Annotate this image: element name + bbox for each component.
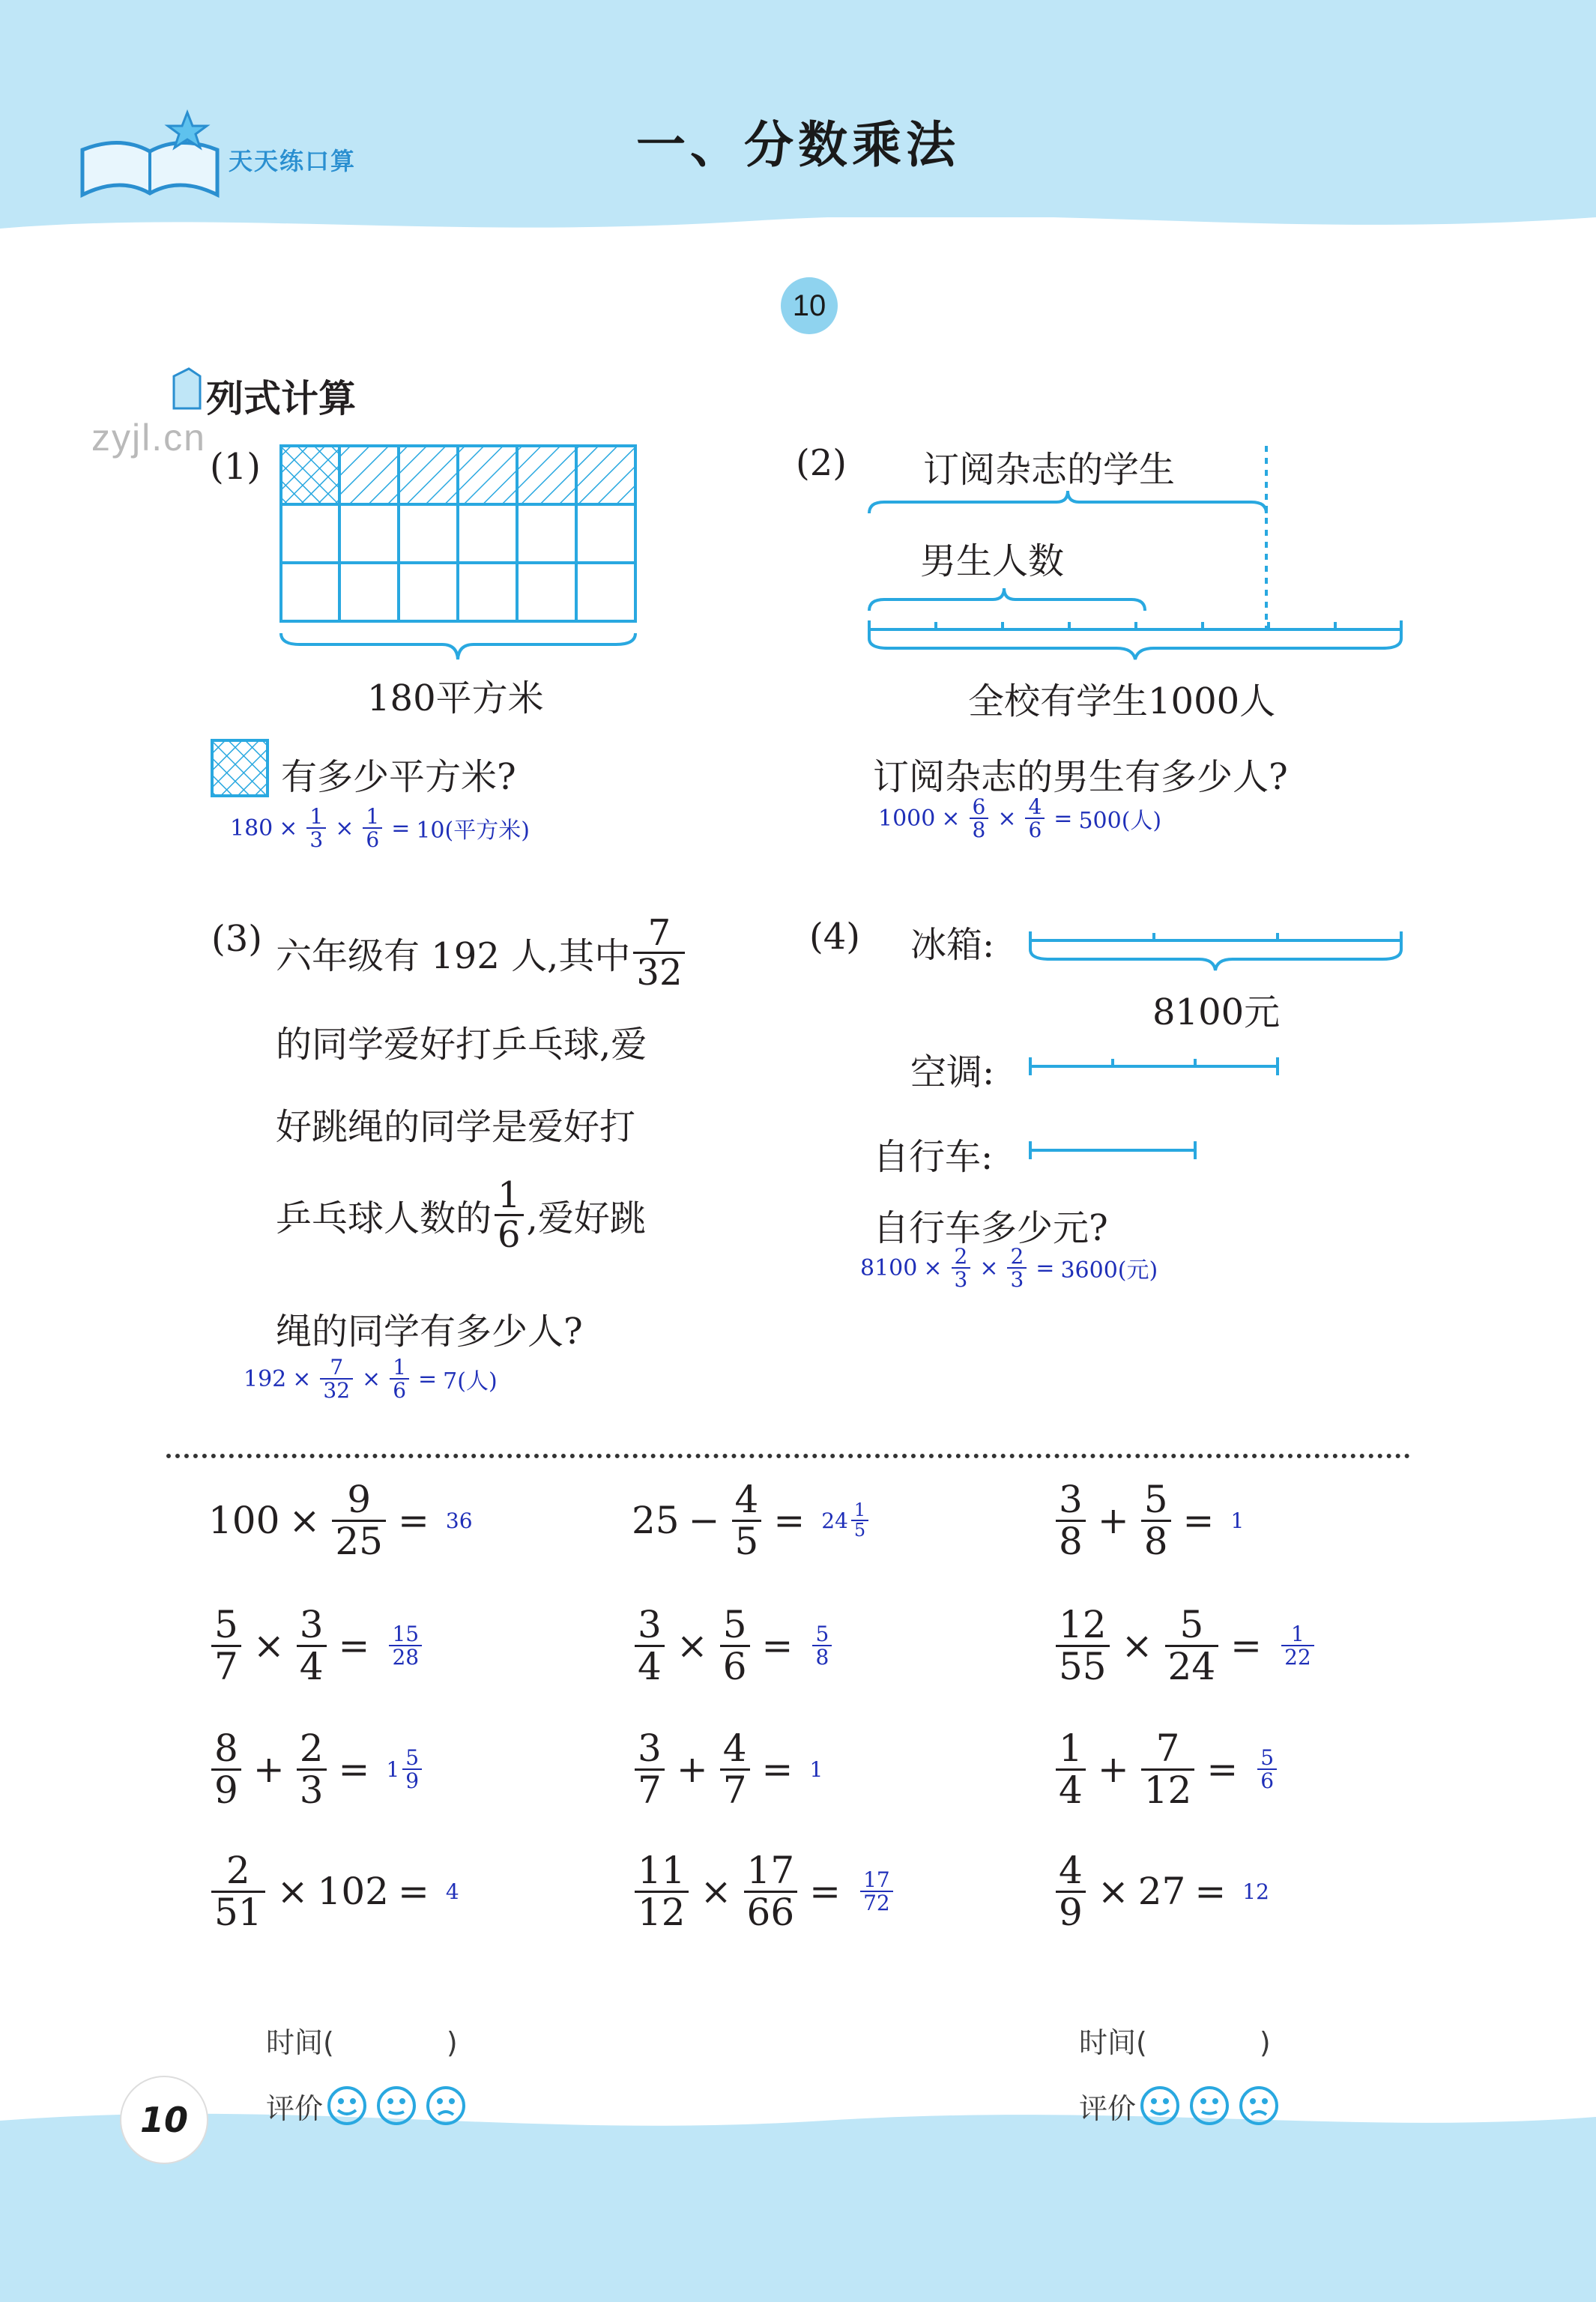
q4-fridge-total: 8100元 [1152, 991, 1281, 1033]
q4-bar-diagram [1027, 922, 1409, 1176]
q1-hatched-square-icon [210, 738, 270, 798]
q1-caption: 180平方米 [367, 677, 544, 719]
q2-answer: 1000 × $\frac{6}{8}$ × $\frac{4}{6}$ = 500(人) [878, 794, 1162, 843]
q3-line1: 六年级有 192 人,其中 $\frac{7}{32}$ [276, 914, 688, 992]
q2-line-diagram [862, 442, 1409, 667]
q3-line5: 绳的同学有多少人? [276, 1311, 583, 1353]
q3-line2: 的同学爱好打乒乓球,爱 [276, 1024, 647, 1066]
q1-label: (1) [210, 446, 261, 488]
page-badge: 10 [781, 277, 838, 334]
q4-bike-label: 自行车: [873, 1136, 994, 1178]
q2-label: (2) [796, 442, 847, 484]
oral-r3c1: $\frac{8}{9}$ + $\frac{2}{3}$ = 1 $\frac{5}{9}$ [208, 1729, 425, 1810]
pencil-icon [166, 367, 204, 412]
page-title: 一、分数乘法 [636, 116, 960, 174]
oral-r4c3: $\frac{4}{9}$ × 27 = 12 [1053, 1851, 1269, 1932]
oral-r4c1: $\frac{2}{51}$ × 102 = 4 [208, 1851, 459, 1932]
footer-wave [0, 2098, 1596, 2143]
oral-r2c1: $\frac{5}{7}$ × $\frac{3}{4}$ = $\frac{15}{28}$ [208, 1605, 425, 1686]
q3-line3: 好跳绳的同学是爱好打 [276, 1106, 636, 1148]
watermark: zyjl.cn [91, 417, 206, 459]
section-title: 列式计算 [206, 377, 356, 420]
rating-faces-icon[interactable] [323, 2083, 473, 2128]
time-label-left: 时间( ) [266, 2026, 458, 2059]
footer-band [0, 2128, 1596, 2302]
oral-r2c3: $\frac{12}{55}$ × $\frac{5}{24}$ = $\frac{1}{22}$ [1053, 1605, 1317, 1686]
time-label-right: 时间( ) [1079, 2026, 1271, 2059]
q3-label: (3) [211, 918, 262, 960]
q1-answer: 180 × $\frac{1}{3}$ × $\frac{1}{6}$ = 10(平方米) [230, 804, 530, 853]
q1-question: 有多少平方米? [281, 756, 516, 798]
oral-r3c3: $\frac{1}{4}$ + $\frac{7}{12}$ = $\frac{5}{6}$ [1053, 1729, 1280, 1810]
oral-r4c2: $\frac{11}{12}$ × $\frac{17}{66}$ = $\frac{17}{72}$ [632, 1851, 896, 1932]
q4-question: 自行车多少元? [873, 1207, 1108, 1249]
oral-r1c2: 25 − $\frac{4}{5}$ = 24 $\frac{1}{5}$ [632, 1480, 871, 1561]
rating-left: 评价 [266, 2083, 473, 2128]
q1-grid-diagram [277, 442, 644, 667]
q2-bottom-label: 全校有学生1000人 [968, 680, 1276, 722]
q3-line4: 乒乓球人数的 $\frac{1}{6}$ ,爱好跳 [276, 1174, 646, 1257]
oral-r1c1: 100 × $\frac{9}{25}$ = 36 [208, 1478, 473, 1563]
q4-ac-label: 空调: [910, 1051, 995, 1093]
oral-r3c2: $\frac{3}{7}$ + $\frac{4}{7}$ = 1 [632, 1729, 823, 1810]
header-wave [0, 187, 1596, 247]
q3-answer: 192 × $\frac{7}{32}$ × $\frac{1}{6}$ = 7(人) [244, 1355, 498, 1404]
q4-answer: 8100 × $\frac{2}{3}$ × $\frac{2}{3}$ = 3600(元) [860, 1244, 1158, 1293]
q4-label: (4) [809, 916, 860, 958]
rating-right: 评价 [1079, 2083, 1286, 2128]
q2-mid-label: 男生人数 [920, 540, 1065, 582]
q4-fridge-label: 冰箱: [910, 924, 995, 966]
dotted-divider [166, 1454, 1410, 1458]
oral-r2c2: $\frac{3}{4}$ × $\frac{5}{6}$ = $\frac{5}{8}$ [632, 1605, 835, 1686]
brand-text: 天天练口算 [229, 147, 357, 175]
q2-top-label: 订阅杂志的学生 [923, 449, 1176, 491]
page-number: 10 [120, 2076, 208, 2164]
q2-question: 订阅杂志的男生有多少人? [873, 756, 1288, 798]
oral-r1c3: $\frac{3}{8}$ + $\frac{5}{8}$ = 1 [1053, 1480, 1244, 1561]
rating-faces-icon[interactable] [1136, 2083, 1286, 2128]
